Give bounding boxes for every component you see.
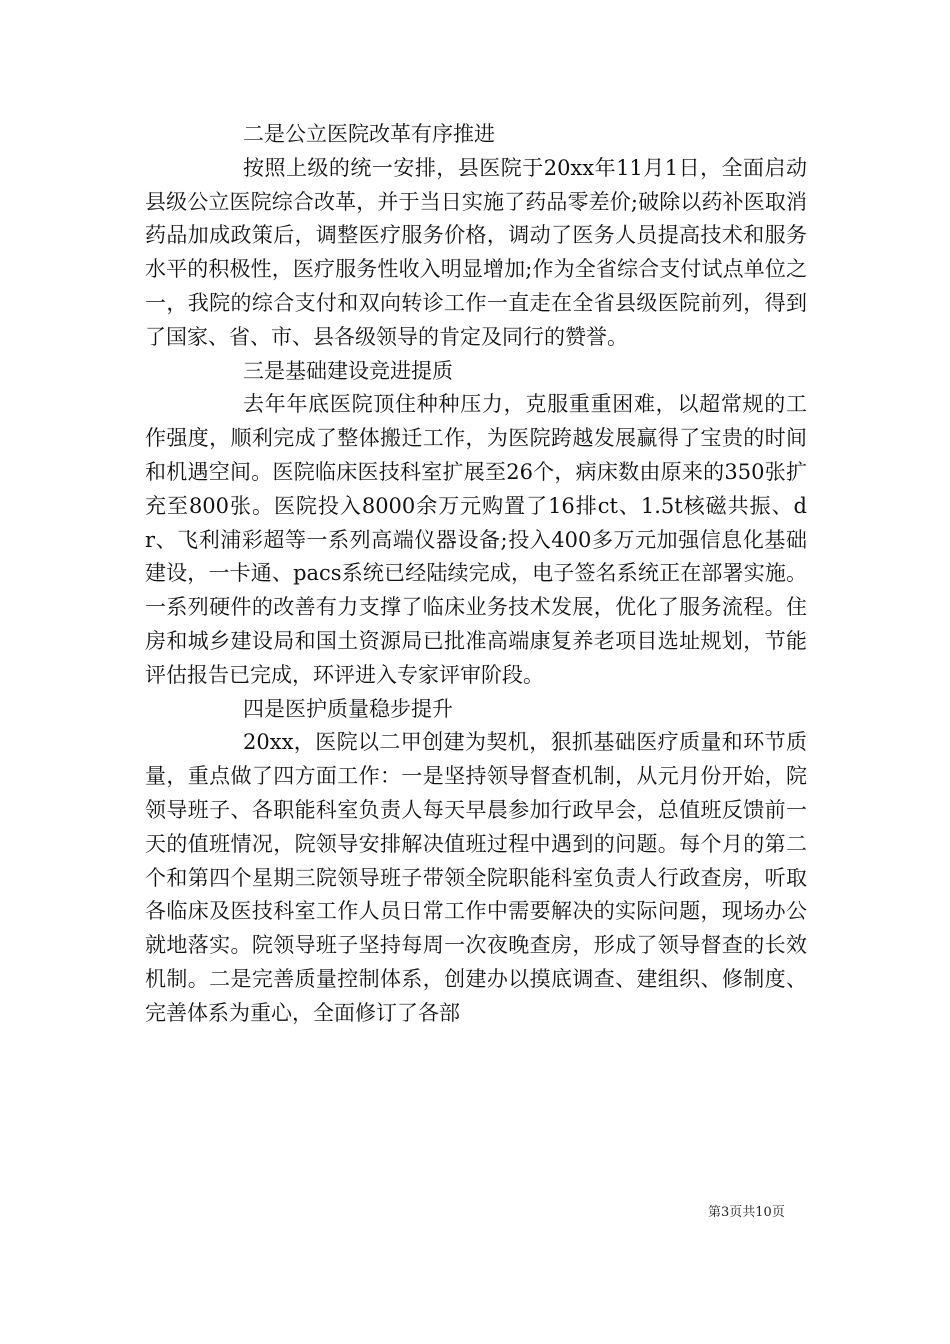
section-heading-reform: 二是公立医院改革有序推进 [243, 122, 495, 146]
section-body-infrastructure: 去年年底医院顶住种种压力，克服重重困难，以超常规的工作强度，顺利完成了整体搬迁工作，为医院跨越发展赢得了宝贵的时间和机遇空间。医院临床医技科室扩展至26个，病床数由原来的350张扩充至800张。医院投入8000余万元购置了16排ct、1.5t核磁共振、dr、飞利浦彩超等一系列高端仪器设备;投入400多万元加强信息化基础建设，一卡通、pacs系统已经陆续完成，电子签名系统正在部署实施。一系列硬件的改善有力支撑了临床业务技术发展，优化了服务流程。住房和城乡建设局和国土资源局已批准高端康复养老项目选址规划，节能评估报告已完成，环评进入专家评审阶段。 [145, 392, 807, 687]
section-heading-quality: 四是医护质量稳步提升 [243, 696, 453, 721]
document-body [145, 118, 807, 1031]
section-body-quality: 20xx，医院以二甲创建为契机，狠抓基础医疗质量和环节质量，重点做了四方面工作：一是坚持领导督查机制，从元月份开始，院领导班子、各职能科室负责人每天早晨参加行政早会，总值班反馈前一天的值班情况，院领导安排解决值班过程中遇到的问题。每个月的第二个和第四个星期三院领导班子带领全院职能科室负责人行政查房，听取各临床及医技科室工作人员日常工作中需要解决的实际问题，现场办公就地落实。院领导班子坚持每周一次夜晚查房，形成了领导督查的长效机制。二是完善质量控制体系，创建办以摸底调查、建组织、修制度、完善体系为重心，全面修订了各部 [145, 730, 807, 1025]
section-heading-infrastructure: 三是基础建设竞进提质 [243, 358, 453, 383]
section-body-reform: 按照上级的统一安排，县医院于20xx年11月1日，全面启动县级公立医院综合改革，并于当日实施了药品零差价;破除以药补医取消药品加成政策后，调整医疗服务价格，调动了医务人员提高技术和服务水平的积极性，医疗服务性收入明显增加;作为全省综合支付试点单位之一，我院的综合支付和双向转诊工作一直走在全省县级医院前列，得到了国家、省、市、县各级领导的肯定及同行的赞誉。 [145, 155, 807, 349]
page-number-footer: 第3页共10页 [708, 1205, 785, 1220]
